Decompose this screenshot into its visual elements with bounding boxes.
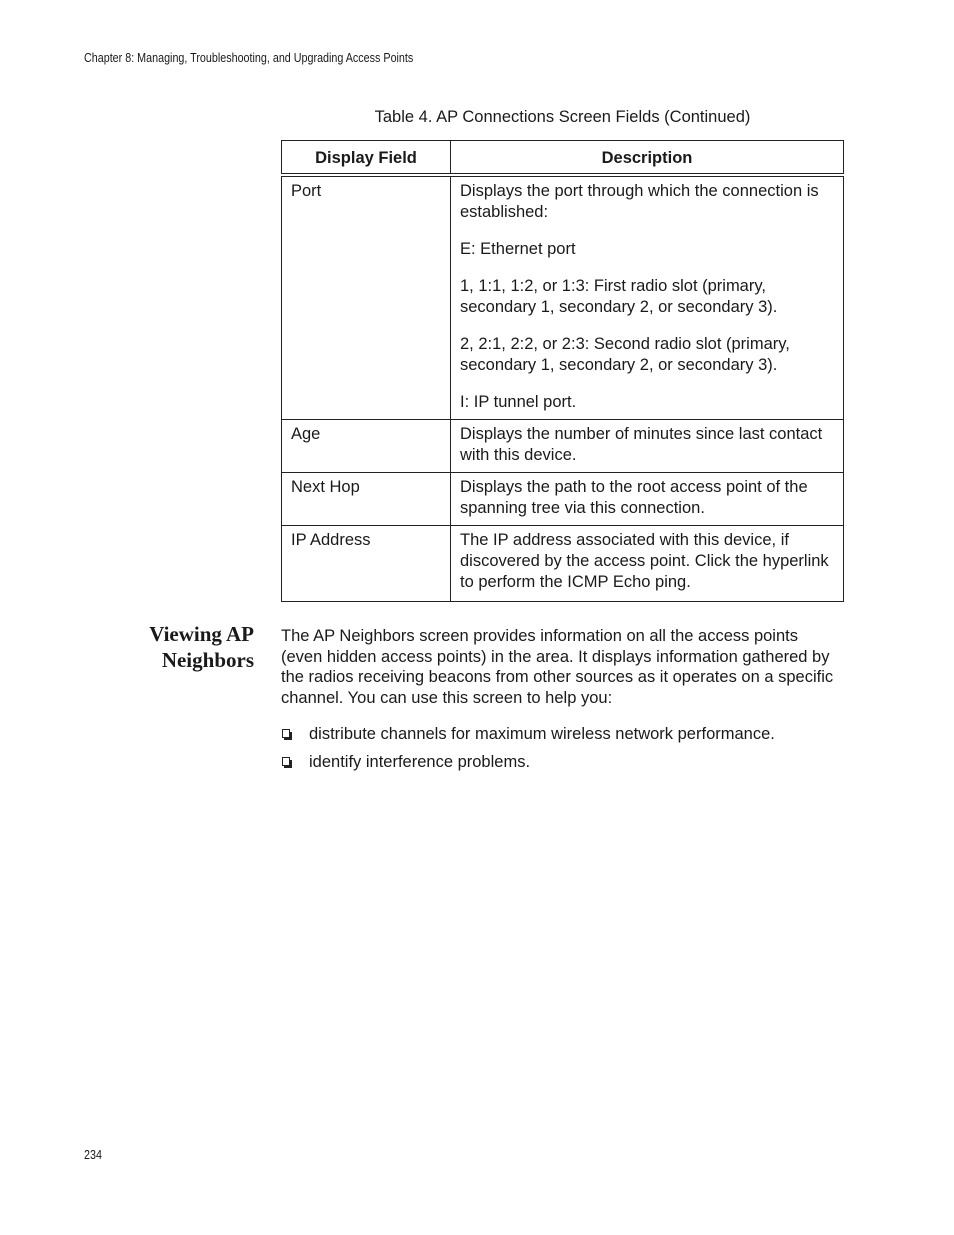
checkbox-bullet-icon xyxy=(282,757,290,766)
body-paragraph: The AP Neighbors screen provides information on all the access points (even hidden access points) in the area. It displays information gathered by the radios receiving beacons from other sources as it operates on a specific channel. You can use this screen to help you: xyxy=(281,627,834,707)
field-name: Age xyxy=(282,419,451,472)
description-paragraph: The IP address associated with this device, if discovered by the access point. Click the hyperlink to perform the ICMP Echo ping. xyxy=(460,530,829,591)
table-row xyxy=(282,419,844,472)
section-heading-line: Viewing AP xyxy=(149,622,254,646)
table-row xyxy=(282,525,844,601)
field-description xyxy=(451,419,844,472)
field-name: Port xyxy=(282,175,451,420)
description-paragraph: I: IP tunnel port. xyxy=(460,392,577,411)
fields-table xyxy=(281,140,844,602)
field-description xyxy=(451,175,844,420)
description-paragraph: E: Ethernet port xyxy=(460,239,576,258)
list-item-text: distribute channels for maximum wireless network performance. xyxy=(309,725,775,743)
description-paragraph: 2, 2:1, 2:2, or 2:3: Second radio slot (primary, secondary 1, secondary 2, or secondary 3). xyxy=(460,334,790,374)
field-name: IP Address xyxy=(282,525,451,601)
section-heading xyxy=(120,621,254,673)
checkbox-bullet-icon xyxy=(282,729,290,738)
column-header-description: Description xyxy=(451,141,844,175)
bullet-list xyxy=(281,724,775,780)
column-header-display-field: Display Field xyxy=(282,141,451,175)
description-paragraph: Displays the port through which the connection is established: xyxy=(460,181,819,221)
section-body xyxy=(281,626,841,708)
table-row xyxy=(282,472,844,525)
section-heading-line: Neighbors xyxy=(161,648,254,672)
table-header-row xyxy=(282,141,844,175)
page-number: 234 xyxy=(84,1148,102,1162)
field-description xyxy=(451,525,844,601)
list-item xyxy=(281,752,775,780)
field-description xyxy=(451,472,844,525)
field-name: Next Hop xyxy=(282,472,451,525)
list-item xyxy=(281,724,775,752)
running-header: Chapter 8: Managing, Troubleshooting, and Upgrading Access Points xyxy=(84,51,414,65)
list-item-text: identify interference problems. xyxy=(309,753,531,771)
description-paragraph: 1, 1:1, 1:2, or 1:3: First radio slot (primary, secondary 1, secondary 2, or secondary 3). xyxy=(460,276,778,316)
table-row xyxy=(282,175,844,420)
description-paragraph: Displays the number of minutes since last contact with this device. xyxy=(460,424,823,464)
description-paragraph: Displays the path to the root access point of the spanning tree via this connection. xyxy=(460,477,808,517)
table-caption: Table 4. AP Connections Screen Fields (Continued) xyxy=(374,108,751,126)
